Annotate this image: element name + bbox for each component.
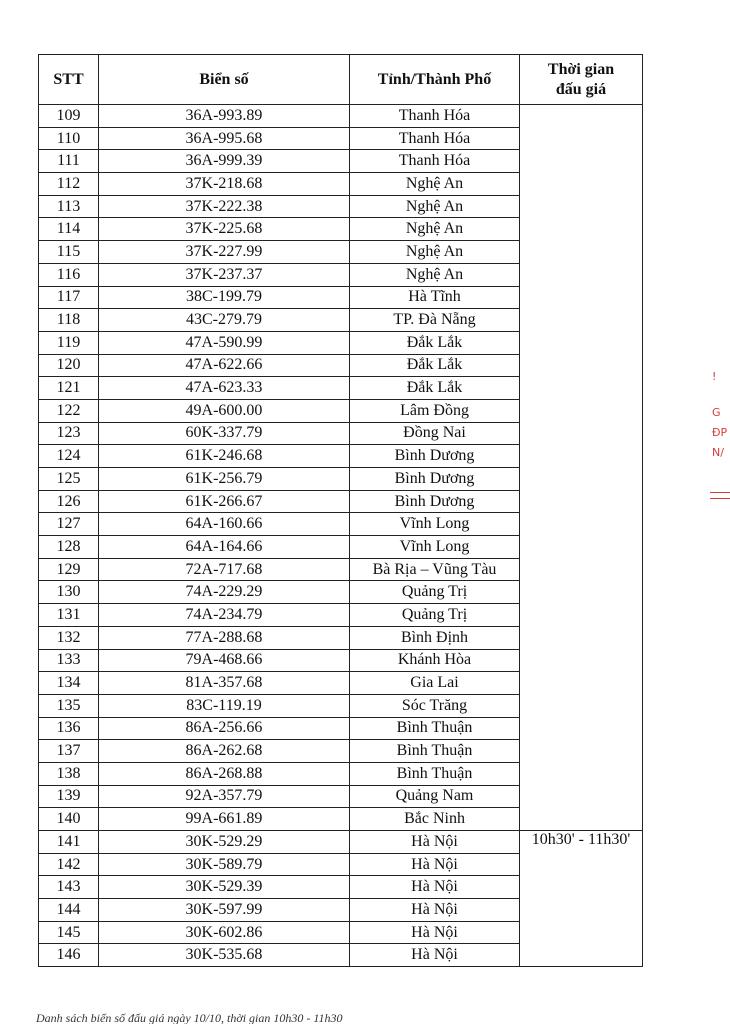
table-row <box>39 105 643 128</box>
cell-plate: 86A-268.88 <box>99 762 350 785</box>
cell-province: Hà Nội <box>350 853 520 876</box>
cell-stt: 136 <box>39 717 99 740</box>
cell-province: Bình Dương <box>350 490 520 513</box>
stamp-text: ĐP <box>712 426 728 439</box>
cell-plate: 36A-993.89 <box>99 105 350 128</box>
cell-stt: 122 <box>39 399 99 422</box>
cell-province: Quảng Nam <box>350 785 520 808</box>
cell-province: Nghệ An <box>350 218 520 241</box>
page-footer: Danh sách biển số đấu giá ngày 10/10, thời gian 10h30 - 11h30 <box>36 1012 343 1024</box>
cell-stt: 141 <box>39 831 99 854</box>
cell-province: Đắk Lắk <box>350 331 520 354</box>
cell-plate: 83C-119.19 <box>99 694 350 717</box>
cell-plate: 47A-590.99 <box>99 331 350 354</box>
cell-plate: 36A-999.39 <box>99 150 350 173</box>
cell-stt: 112 <box>39 173 99 196</box>
cell-province: Bình Dương <box>350 468 520 491</box>
cell-province: Quảng Trị <box>350 581 520 604</box>
cell-stt: 118 <box>39 309 99 332</box>
cell-stt: 123 <box>39 422 99 445</box>
table-body <box>39 105 643 967</box>
cell-stt: 109 <box>39 105 99 128</box>
cell-stt: 120 <box>39 354 99 377</box>
cell-stt: 144 <box>39 899 99 922</box>
cell-stt: 131 <box>39 604 99 627</box>
cell-province: Thanh Hóa <box>350 127 520 150</box>
cell-plate: 37K-218.68 <box>99 173 350 196</box>
cell-province: Nghệ An <box>350 263 520 286</box>
cell-province: Thanh Hóa <box>350 105 520 128</box>
cell-stt: 113 <box>39 195 99 218</box>
cell-plate: 72A-717.68 <box>99 558 350 581</box>
cell-stt: 146 <box>39 944 99 967</box>
cell-stt: 124 <box>39 445 99 468</box>
cell-auction-time <box>520 105 643 831</box>
cell-plate: 37K-225.68 <box>99 218 350 241</box>
header-auction-time <box>520 55 643 105</box>
cell-province: Bình Dương <box>350 445 520 468</box>
cell-province: Vĩnh Long <box>350 536 520 559</box>
auction-list-sheet <box>38 54 642 967</box>
cell-province: Bà Rịa – Vũng Tàu <box>350 558 520 581</box>
cell-plate: 38C-199.79 <box>99 286 350 309</box>
cell-province: Bắc Ninh <box>350 808 520 831</box>
cell-stt: 119 <box>39 331 99 354</box>
header-time-line1: Thời gian <box>547 60 615 78</box>
table-row <box>39 831 643 854</box>
cell-province: TP. Đà Nẵng <box>350 309 520 332</box>
cell-plate: 92A-357.79 <box>99 785 350 808</box>
cell-plate: 30K-529.39 <box>99 876 350 899</box>
cell-plate: 61K-246.68 <box>99 445 350 468</box>
cell-province: Nghệ An <box>350 195 520 218</box>
license-plate-table <box>38 54 643 967</box>
header-province: Tỉnh/Thành Phố <box>350 55 520 105</box>
cell-plate: 30K-597.99 <box>99 899 350 922</box>
cell-stt: 142 <box>39 853 99 876</box>
cell-plate: 37K-227.99 <box>99 241 350 264</box>
cell-stt: 110 <box>39 127 99 150</box>
header-time-line2: đấu giá <box>555 80 607 98</box>
cell-stt: 140 <box>39 808 99 831</box>
stamp-mark: ! <box>712 370 717 383</box>
cell-plate: 64A-164.66 <box>99 536 350 559</box>
cell-stt: 133 <box>39 649 99 672</box>
cell-plate: 60K-337.79 <box>99 422 350 445</box>
cell-stt: 143 <box>39 876 99 899</box>
cell-plate: 61K-256.79 <box>99 468 350 491</box>
stamp-line <box>710 498 730 499</box>
cell-stt: 137 <box>39 740 99 763</box>
cell-plate: 47A-622.66 <box>99 354 350 377</box>
cell-plate: 86A-256.66 <box>99 717 350 740</box>
cell-plate: 77A-288.68 <box>99 626 350 649</box>
stamp-line <box>710 492 730 493</box>
cell-stt: 132 <box>39 626 99 649</box>
cell-stt: 145 <box>39 921 99 944</box>
cell-province: Bình Thuận <box>350 762 520 785</box>
cell-province: Quảng Trị <box>350 604 520 627</box>
cell-plate: 64A-160.66 <box>99 513 350 536</box>
cell-province: Khánh Hòa <box>350 649 520 672</box>
cell-stt: 117 <box>39 286 99 309</box>
cell-plate: 30K-602.86 <box>99 921 350 944</box>
cell-province: Bình Thuận <box>350 717 520 740</box>
cell-plate: 74A-234.79 <box>99 604 350 627</box>
cell-province: Hà Tĩnh <box>350 286 520 309</box>
cell-plate: 30K-535.68 <box>99 944 350 967</box>
cell-stt: 116 <box>39 263 99 286</box>
cell-province: Hà Nội <box>350 944 520 967</box>
cell-stt: 126 <box>39 490 99 513</box>
cell-province: Hà Nội <box>350 921 520 944</box>
cell-province: Đắk Lắk <box>350 377 520 400</box>
cell-plate: 74A-229.29 <box>99 581 350 604</box>
cell-stt: 130 <box>39 581 99 604</box>
cell-province: Đồng Nai <box>350 422 520 445</box>
cell-plate: 81A-357.68 <box>99 672 350 695</box>
cell-plate: 47A-623.33 <box>99 377 350 400</box>
cell-stt: 111 <box>39 150 99 173</box>
cell-stt: 115 <box>39 241 99 264</box>
cell-stt: 125 <box>39 468 99 491</box>
cell-plate: 79A-468.66 <box>99 649 350 672</box>
cell-plate: 30K-529.29 <box>99 831 350 854</box>
cell-plate: 43C-279.79 <box>99 309 350 332</box>
cell-plate: 99A-661.89 <box>99 808 350 831</box>
red-stamp-fragment <box>708 360 730 510</box>
cell-auction-time: 10h30' - 11h30' <box>520 831 643 967</box>
cell-plate: 86A-262.68 <box>99 740 350 763</box>
cell-province: Nghệ An <box>350 241 520 264</box>
cell-province: Nghệ An <box>350 173 520 196</box>
stamp-text: G <box>712 406 721 419</box>
cell-stt: 138 <box>39 762 99 785</box>
cell-province: Đắk Lắk <box>350 354 520 377</box>
cell-province: Hà Nội <box>350 831 520 854</box>
cell-province: Vĩnh Long <box>350 513 520 536</box>
cell-stt: 129 <box>39 558 99 581</box>
cell-stt: 135 <box>39 694 99 717</box>
cell-stt: 114 <box>39 218 99 241</box>
cell-stt: 128 <box>39 536 99 559</box>
cell-province: Thanh Hóa <box>350 150 520 173</box>
header-stt: STT <box>39 55 99 105</box>
cell-plate: 49A-600.00 <box>99 399 350 422</box>
cell-plate: 36A-995.68 <box>99 127 350 150</box>
cell-stt: 127 <box>39 513 99 536</box>
cell-province: Gia Lai <box>350 672 520 695</box>
table-header-row <box>39 55 643 105</box>
header-plate: Biển số <box>99 55 350 105</box>
cell-province: Lâm Đồng <box>350 399 520 422</box>
stamp-text: N/ <box>712 446 724 459</box>
cell-province: Bình Thuận <box>350 740 520 763</box>
cell-province: Hà Nội <box>350 899 520 922</box>
cell-plate: 37K-222.38 <box>99 195 350 218</box>
cell-plate: 30K-589.79 <box>99 853 350 876</box>
cell-province: Sóc Trăng <box>350 694 520 717</box>
cell-stt: 134 <box>39 672 99 695</box>
cell-plate: 37K-237.37 <box>99 263 350 286</box>
cell-province: Hà Nội <box>350 876 520 899</box>
cell-stt: 121 <box>39 377 99 400</box>
cell-province: Bình Định <box>350 626 520 649</box>
cell-plate: 61K-266.67 <box>99 490 350 513</box>
cell-stt: 139 <box>39 785 99 808</box>
